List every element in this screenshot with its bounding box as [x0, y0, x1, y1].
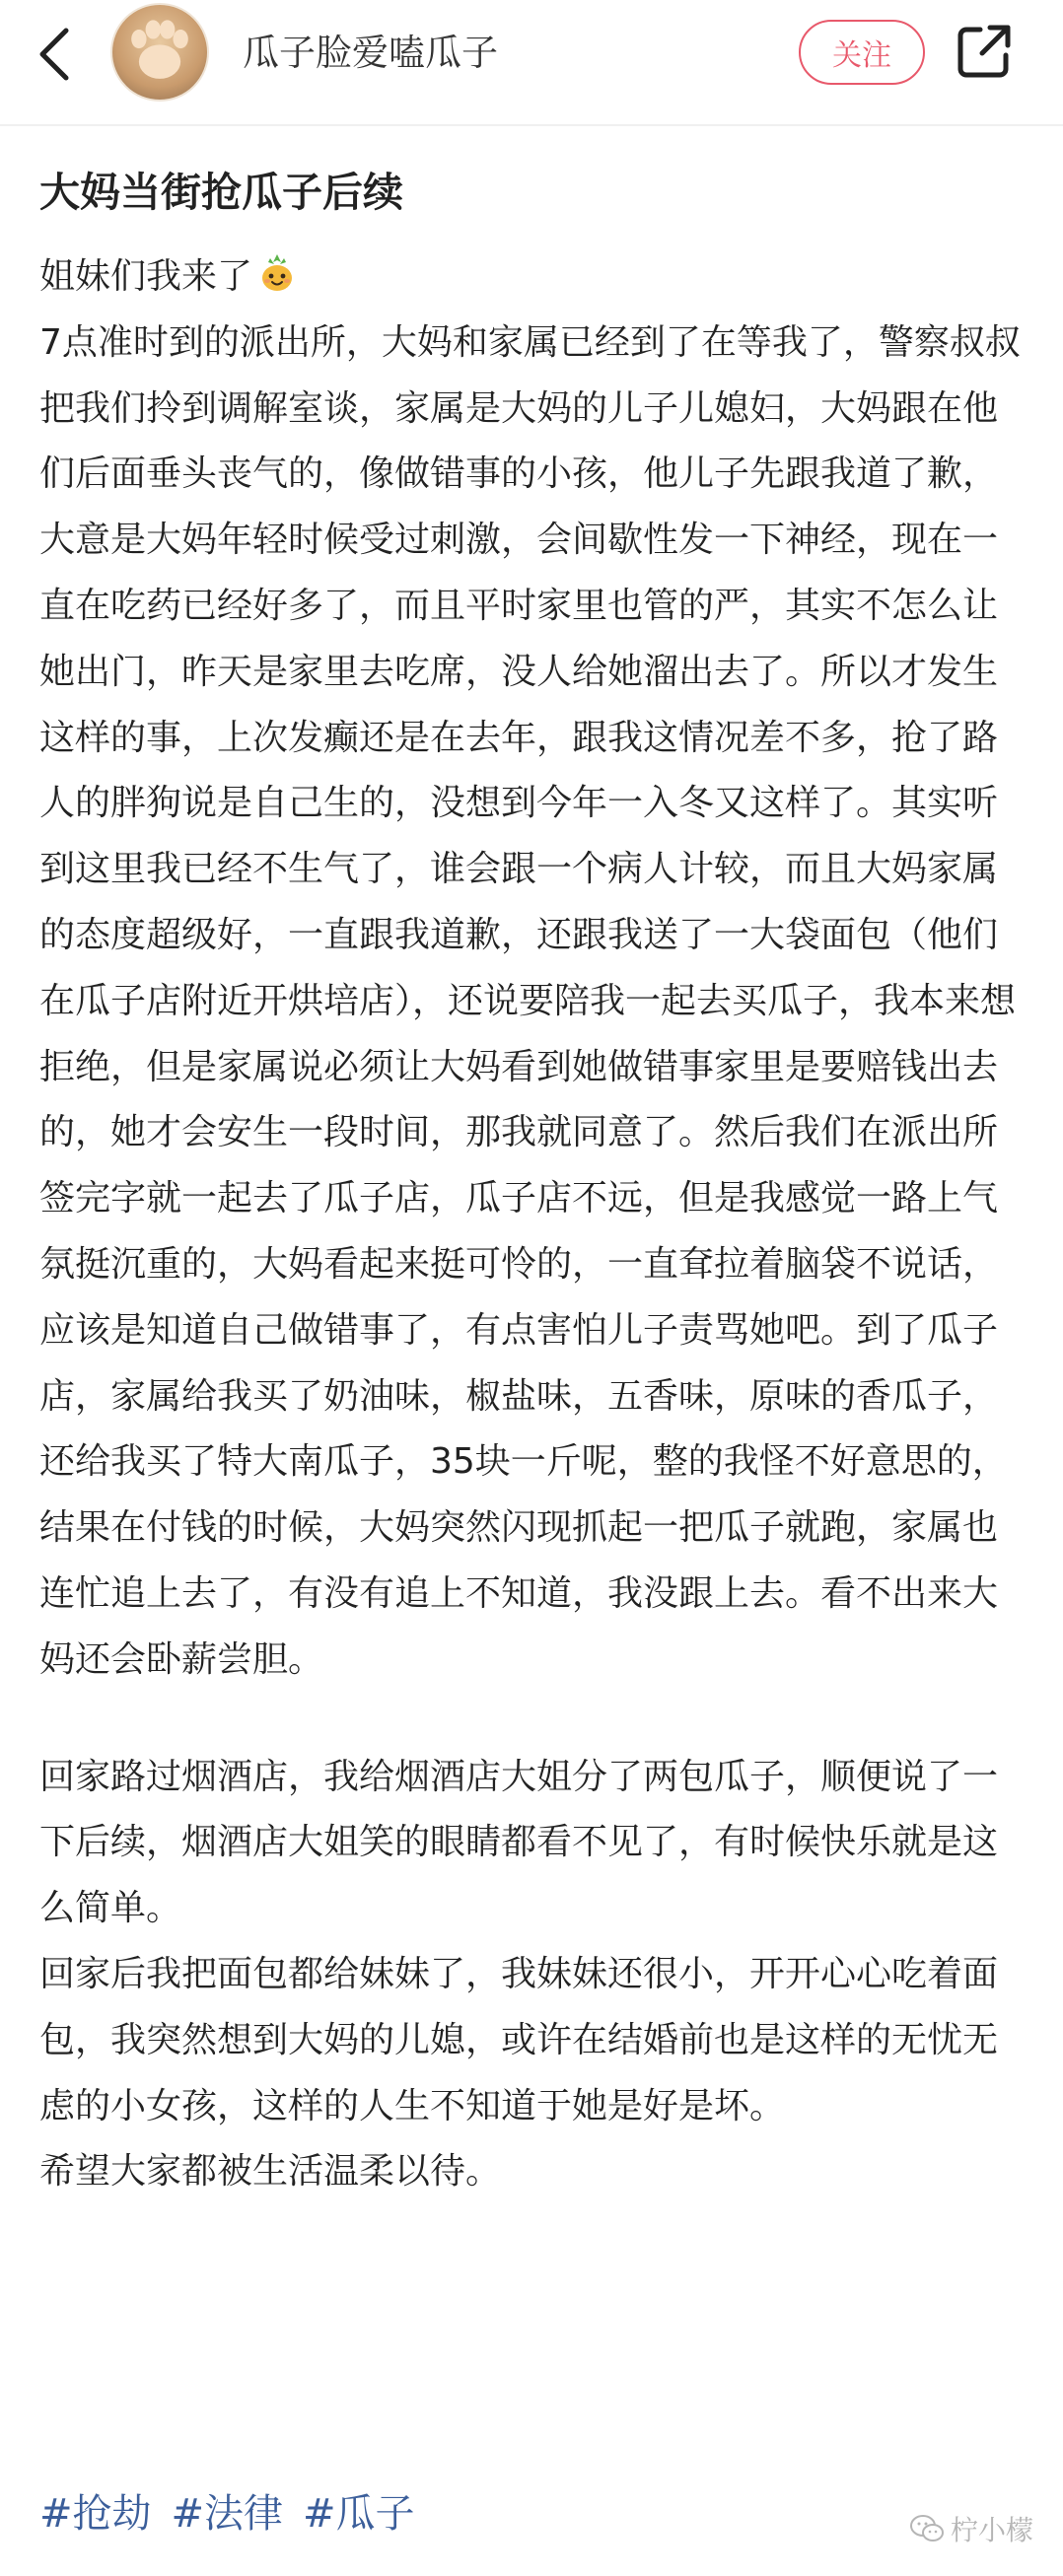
pineapple-face-emoji-icon: [256, 250, 298, 292]
back-button[interactable]: [30, 20, 79, 89]
post-title: 大妈当街抢瓜子后续: [39, 169, 403, 216]
cat-paw-icon: [112, 5, 207, 100]
watermark-label: 柠小檬: [951, 2514, 1034, 2546]
author-name[interactable]: 瓜子脸爱嗑瓜子: [243, 32, 498, 74]
tag-list: [39, 2486, 415, 2541]
paragraph-1: 7点准时到的派出所，大妈和家属已经到了在等我了，警察叔叔把我们拎到调解室谈，家属是大妈的儿子儿媳妇，大妈跟在他们后面垂头丧气的，像做错事的小孩，他儿子先跟我道了歉，大意是大妈年轻时候受过刺激，会间歇性发一下神经，现在一直在吃药已经好多了，而且平时家里也管的严，其实不怎么让她出门，昨天是家里去吃席，没人给她溜出去了。所以才发生这样的事，上次发癫还是在去年，跟我这情况差不多，抢了路人的胖狗说是自己生的，没想到今年一入冬又这样了。其实听到这里我已经不生气了，谁会跟一个病人计较，而且大妈家属的态度超级好，一直跟我道歉，还跟我送了一大袋面包（他们在瓜子店附近开烘培店），还说要陪我一起去买瓜子，我本来想拒绝，但是家属说必须让大妈看到她做错事家里是要赔钱出去的，她才会安生一段时间，那我就同意了。然后我们在派出所签完字就一起去了瓜子店，瓜子店不远，但是我感觉一路上气氛挺沉重的，大妈看起来挺可怜的，一直耷拉着脑袋不说话，应该是知道自己做错事了，有点害怕儿子责骂她吧。到了瓜子店，家属给我买了奶油味，椒盐味，五香味，原味的香瓜子，还给我买了特大南瓜子，35块一斤呢，整的我怪不好意思的，结果在付钱的时候，大妈突然闪现抓起一把瓜子就跑，家属也连忙追上去了，有没有追上不知道，我没跟上去。看不出来大妈还会卧薪尝胆。: [39, 321, 1021, 1680]
follow-button[interactable]: 关注: [799, 20, 925, 85]
chevron-left-icon: [38, 27, 70, 82]
tag-law[interactable]: #法律: [171, 2491, 284, 2537]
share-button[interactable]: [955, 22, 1014, 81]
wechat-icon: [909, 2514, 945, 2543]
greeting-text: 姐妹们我来了: [39, 256, 253, 297]
tag-melon-seeds[interactable]: #瓜子: [303, 2491, 415, 2537]
author-avatar[interactable]: [110, 3, 209, 102]
tag-robbery[interactable]: #抢劫: [39, 2491, 152, 2537]
paragraph-2: 回家路过烟酒店，我给烟酒店大姐分了两包瓜子，顺便说了一下后续，烟酒店大姐笑的眼睛都看不见了，有时候快乐就是这么简单。: [39, 1756, 999, 1929]
top-bar: [0, 0, 1063, 126]
share-icon: [955, 22, 1014, 81]
watermark: [909, 2509, 1033, 2548]
paragraph-gap: [39, 1694, 1026, 1745]
post-body: [39, 244, 1026, 2205]
paragraph-4: 希望大家都被生活温柔以待。: [39, 2151, 502, 2193]
paragraph-3: 回家后我把面包都给妹妹了，我妹妹还很小，开开心心吃着面包，我突然想到大妈的儿媳，或许在结婚前也是这样的无忧无虑的小女孩，这样的人生不知道于她是好是坏。: [39, 1953, 999, 2126]
greeting-line: [39, 244, 1026, 311]
